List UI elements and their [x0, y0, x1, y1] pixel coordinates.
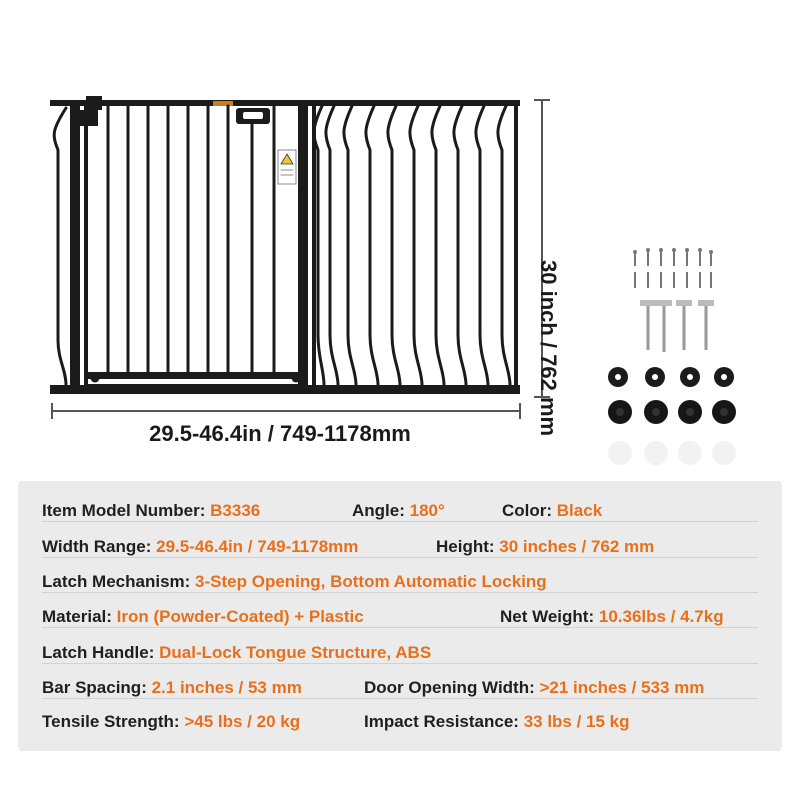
spec-label: Color: [502, 501, 553, 520]
spec-value: 2.1 inches / 53 mm [151, 678, 302, 697]
spec-value: 3-Step Opening, Bottom Automatic Locking [195, 572, 547, 591]
spec-value: 30 inches / 762 mm [499, 537, 655, 556]
spec-tensile-strength [42, 705, 300, 739]
long-bolts [648, 305, 706, 352]
spec-row [42, 671, 772, 705]
spec-width-range [42, 530, 358, 564]
rubber-pads [608, 400, 736, 424]
spec-row [42, 705, 772, 739]
spec-value: Iron (Powder-Coated) + Plastic [116, 607, 364, 626]
spec-label: Bar Spacing: [42, 678, 147, 697]
hardware-accessories [608, 248, 736, 465]
baby-gate-illustration [50, 96, 520, 394]
spec-label: Height: [436, 537, 495, 556]
spec-value: 180° [409, 501, 445, 520]
spec-label: Angle: [352, 501, 405, 520]
spec-net-weight [500, 600, 724, 634]
spec-value: B3336 [210, 501, 261, 520]
screws [635, 250, 711, 288]
height-dimension-text: 30 inch / 762 mm [536, 260, 561, 437]
spec-latch-mechanism [42, 565, 547, 599]
gate-door-frame [86, 104, 300, 386]
width-dimension-label: 29.5-46.4in / 749-1178mm [149, 421, 411, 446]
spec-value: 10.36lbs / 4.7kg [598, 607, 724, 626]
spec-value: >45 lbs / 20 kg [184, 712, 301, 731]
spec-label: Width Range: [42, 537, 152, 556]
spec-label: Impact Resistance: [364, 712, 519, 731]
spec-label: Door Opening Width: [364, 678, 535, 697]
spec-angle [352, 494, 445, 528]
spec-label: Item Model Number: [42, 501, 206, 520]
spec-door-opening-width [364, 671, 704, 705]
spec-value: Dual-Lock Tongue Structure, ABS [159, 643, 432, 662]
gate-left-post [70, 100, 80, 394]
spec-label: Net Weight: [500, 607, 595, 626]
lock-nuts [608, 367, 734, 387]
spec-row [42, 565, 772, 599]
spec-label: Latch Handle: [42, 643, 155, 662]
spec-color [502, 494, 602, 528]
spec-bar-spacing [42, 671, 302, 705]
spec-latch-handle [42, 636, 431, 670]
width-dimension-line [52, 403, 520, 419]
spec-value: >21 inches / 533 mm [539, 678, 705, 697]
wall-cups [608, 441, 736, 465]
spec-value: 29.5-46.4in / 749-1178mm [156, 537, 359, 556]
spec-height [436, 530, 654, 564]
spec-value: Black [556, 501, 603, 520]
spec-row [42, 494, 772, 528]
spec-value: 33 lbs / 15 kg [523, 712, 630, 731]
spec-label: Material: [42, 607, 112, 626]
spec-material [42, 600, 364, 634]
spec-label: Latch Mechanism: [42, 572, 191, 591]
spec-model-number [42, 494, 260, 528]
spec-label: Tensile Strength: [42, 712, 180, 731]
spec-impact-resistance [364, 705, 630, 739]
specifications-panel [18, 481, 782, 751]
spec-row [42, 600, 772, 634]
spec-row [42, 530, 772, 564]
spec-row [42, 636, 772, 670]
